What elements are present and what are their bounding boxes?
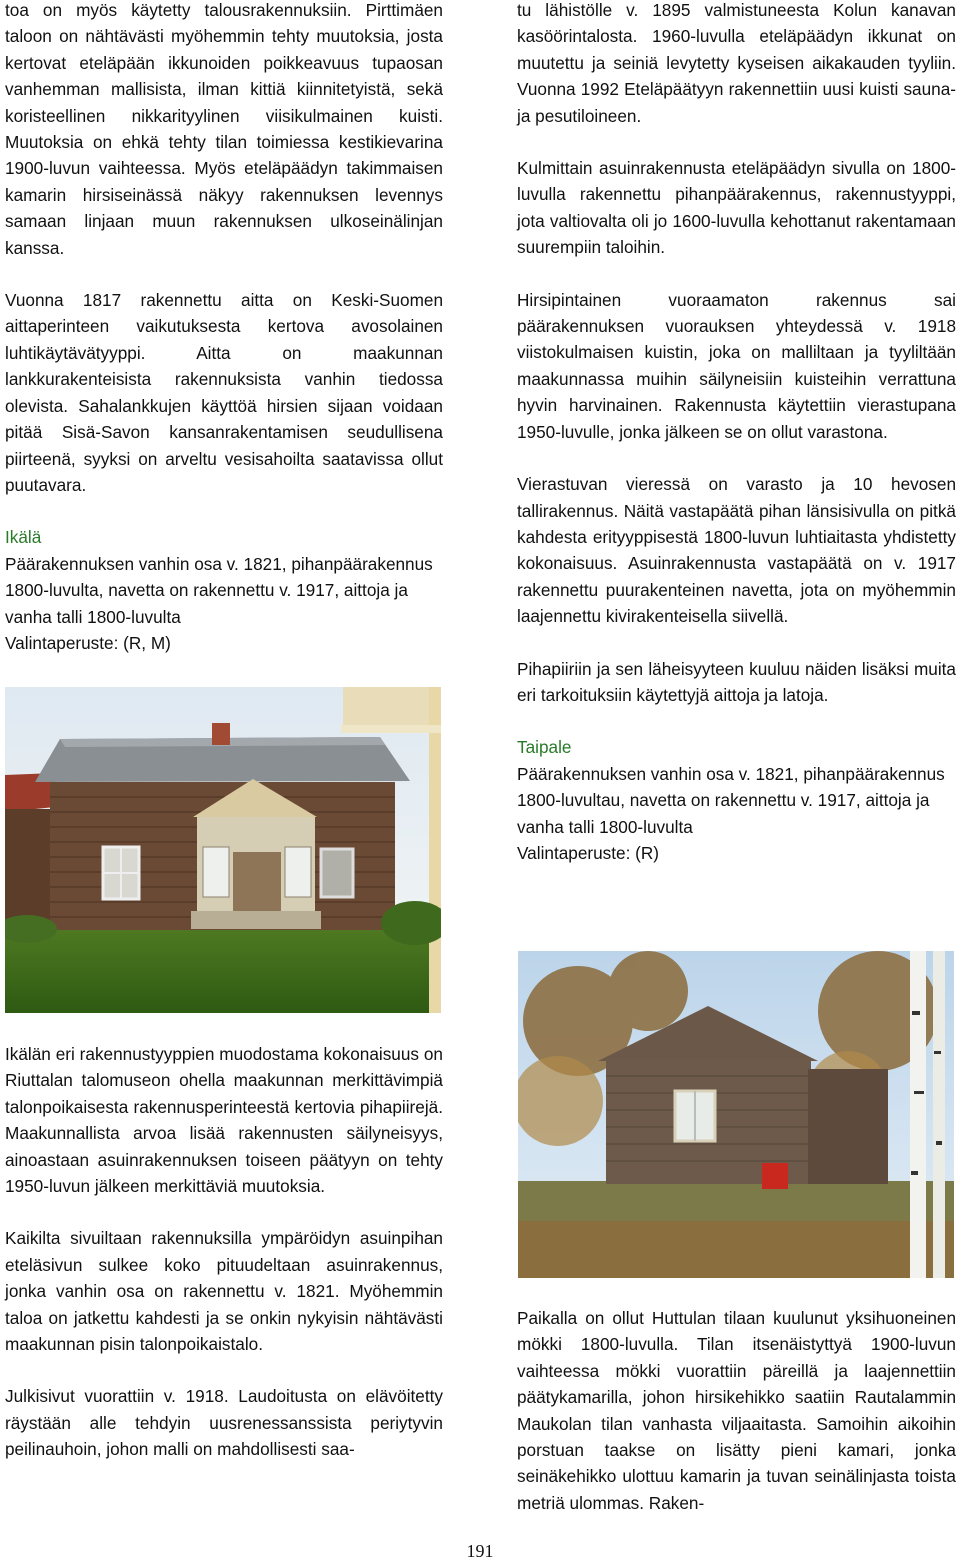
- left-paragraph-4: Kaikilta sivuiltaan rakennuksilla ympäröidyn asuinpihan eteläsivun sulkee koko pituudeltaan asuinrakennus, jonka vanhin osa on rakennettu v. 1821. Myöhemmin taloa on jatkettu kahdesti ja se onkin nykyisin nähtävästi maakunnan pisin talonpoikaistalo.: [5, 1228, 443, 1355]
- right-paragraph-3: Hirsipintainen vuoraamaton rakennus sai päärakennuksen vuorauksen yhteydessä v. 1918 viistokulmaisen kuistin, joka on malliltaan ja tyyliltään maakunnassa muihin säilyneisiin kuisteihin verrattuna hyvin harvinainen. Rakennusta käytettiin vierastupana 1950-luvulle, jonka jälkeen se on ollut varastona.: [517, 289, 956, 442]
- section-heading-ikala: Ikälä: [5, 527, 42, 548]
- right-paragraph-4: Vierastuvan vieressä on varasto ja 10 hevosen tallirakennus. Näitä vastapäätä pihan länsisivulla on pitkä kahdesta erityyppisestä 1800-luvun luhtiaitasta yhdistetty kokonaisuus. Asuinrakennusta vastapäätä on v. 1917 rakennettu puurakenteinen navetta, jota on myöhemmin laajennettu kivirakenteisella siivellä.: [517, 474, 956, 627]
- left-paragraph-3: Ikälän eri rakennustyyppien muodostama kokonaisuus on Riuttalan talomuseon ohella maakunnan merkittävimpiä talonpoikaisesta rakennusperinteestä kertovia pihapiirejä. Maakunnallista arvoa lisää rakennusten säilyneisyys, ainoastaan asuinrakennuksen toiseen päätyyn on tehty 1950-luvun jälkeen merkittäviä muutoksia.: [5, 1044, 443, 1197]
- photo-ikala-building: [5, 687, 441, 1013]
- taipale-info-1: Päärakennuksen vanhin osa v. 1821, pihanpäärakennus 1800-luvultau, navetta on rakennettu v. 1917, aittoja ja vanha talli 1800-luvulta: [517, 763, 945, 837]
- photo-taipale-svg: [518, 951, 954, 1278]
- ikala-info-1: Päärakennuksen vanhin osa v. 1821, pihanpäärakennus 1800-luvulta, navetta on rakennettu v. 1917, aittoja ja vanha talli 1800-luvulta: [5, 553, 433, 627]
- left-paragraph-1: toa on myös käytetty talousrakennuksiin. Pirttimäen taloon on nähtävästi myöhemmin tehty muutoksia, josta kertovat eteläpään ikkunoiden poikkeavuus tupaosan vanhemman mallisista, ilman kittiä kiinnitetyistä, sekä koristeellinen nikkarityylinen viisikulmainen kuisti. Muutoksia on ehkä tehty tilan toimiessa kestikievarina 1900-luvun vaihteessa. Myös eteläpäädyn takimmaisen kamarin hirsiseinässä näkyy rakennuksen levennys samaan linjaan muun rakennuksen ulkoseinälinjan kanssa.: [5, 0, 443, 258]
- left-paragraph-2: Vuonna 1817 rakennettu aitta on Keski-Suomen aittaperinteen vaikutuksesta kertova avosolainen luhtikäytävätyyppi. Aitta on maakunnan lankkurakenteisista rakennuksista vanhin tiedossa olevista. Sahalankkujen käyttöä hirsien sijaan voidaan pitää Sisä-Savon kansanrakentamisen seudullisena piirteenä, syyksi on arveltu vesisahoilta saatavissa ollut puutavara.: [5, 290, 443, 495]
- right-column-top: [517, 0, 956, 866]
- left-column-bottom: [5, 1041, 443, 1463]
- section-heading-taipale: Taipale: [517, 737, 572, 758]
- right-paragraph-1: tu lähistölle v. 1895 valmistuneesta Kolun kanavan kasöörintalosta. 1960-luvulla eteläpäädyn ikkunat on muutettu ja seiniä levytetty kyseisen aikakauden tyyliin. Vuonna 1992 Eteläpäätyyn rakennettiin uusi kuisti sauna- ja pesutiloineen.: [517, 0, 956, 126]
- left-column-top: [5, 0, 443, 656]
- right-column-bottom: [517, 1305, 956, 1516]
- right-paragraph-2: Kulmittain asuinrakennusta eteläpäädyn sivulla on 1800-luvulla rakennettu pihanpäärakennus, rakennustyyppi, jota valtiovalta oli jo 1600-luvulla kehottanut rakentamaan suurempiin taloihin.: [517, 158, 956, 258]
- photo-taipale-building: [518, 951, 954, 1278]
- page-number: 191: [466, 1541, 494, 1561]
- taipale-info-2: Valintaperuste: (R): [517, 842, 660, 863]
- right-paragraph-6: Paikalla on ollut Huttulan tilaan kuulunut yksihuoneinen mökki 1800-luvulla. Tilan itsenäistyttyä 1900-luvun vaihteessa mökki vuorattiin päreillä ja laajennettiin päätykamarilla, johon hirsikehikko saatiin Rautalammin Maukolan tilan vanhasta viljaaitasta. Samoihin aikoihin porstuan taakse on lisätty pieni kamari, jonka seinäkehikko ulottuu kamarin ja tuvan seinälinjasta toista metriä ulommas. Raken-: [517, 1308, 956, 1513]
- right-paragraph-5: Pihapiiriin ja sen läheisyyteen kuuluu näiden lisäksi muita eri tarkoituksiin käytettyjä aittoja ja latoja.: [517, 658, 956, 705]
- ikala-info-2: Valintaperuste: (R, M): [5, 632, 171, 653]
- photo-ikala-svg: [5, 687, 441, 1013]
- left-paragraph-5: Julkisivut vuorattiin v. 1918. Laudoitusta on elävöitetty räystään alle tehdyin uusrenessanssista periytyvin peilinauhoin, johon malli on mahdollisesti saa-: [5, 1386, 443, 1460]
